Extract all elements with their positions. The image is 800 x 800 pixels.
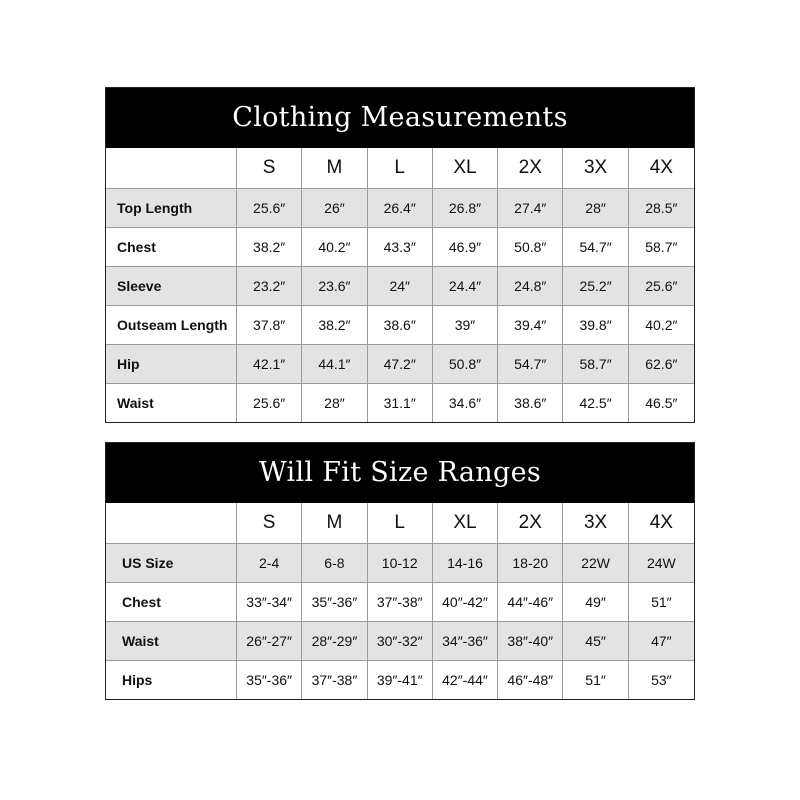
table-row bbox=[106, 188, 694, 227]
value-cell: 28″-29″ bbox=[302, 621, 367, 660]
table-row bbox=[106, 582, 694, 621]
value-cell: 24″ bbox=[368, 266, 433, 305]
row-label: Hips bbox=[106, 660, 237, 699]
value-cell: 38.2″ bbox=[237, 227, 302, 266]
value-cell: 23.6″ bbox=[302, 266, 367, 305]
value-cell: 47.2″ bbox=[368, 344, 433, 383]
value-cell: 38.6″ bbox=[368, 305, 433, 344]
value-cell: 44.1″ bbox=[302, 344, 367, 383]
value-cell: 35″-36″ bbox=[302, 582, 367, 621]
value-cell: 39″-41″ bbox=[368, 660, 433, 699]
table-row bbox=[106, 660, 694, 699]
size-header-cell: L bbox=[368, 148, 433, 188]
value-cell: 26″ bbox=[302, 188, 367, 227]
size-header-row bbox=[106, 148, 694, 188]
size-ranges-table bbox=[105, 442, 695, 700]
value-cell: 54.7″ bbox=[563, 227, 628, 266]
value-cell: 35″-36″ bbox=[237, 660, 302, 699]
value-cell: 47″ bbox=[629, 621, 694, 660]
value-cell: 42.5″ bbox=[563, 383, 628, 422]
table-title: Clothing Measurements bbox=[106, 88, 694, 148]
row-label: Hip bbox=[106, 344, 237, 383]
size-header-cell: 3X bbox=[563, 503, 628, 543]
value-cell: 51″ bbox=[629, 582, 694, 621]
size-header-row bbox=[106, 503, 694, 543]
value-cell: 39.4″ bbox=[498, 305, 563, 344]
value-cell: 22W bbox=[563, 543, 628, 582]
corner-cell bbox=[106, 503, 237, 543]
size-header-cell: 4X bbox=[649, 157, 673, 178]
value-cell: 26.8″ bbox=[433, 188, 498, 227]
table-body bbox=[106, 148, 694, 422]
row-label: Waist bbox=[106, 383, 237, 422]
value-cell: 51″ bbox=[563, 660, 628, 699]
value-cell: 18-20 bbox=[498, 543, 563, 582]
value-cell: 39″ bbox=[433, 305, 498, 344]
value-cell: 42″-44″ bbox=[433, 660, 498, 699]
value-cell: 46.9″ bbox=[433, 227, 498, 266]
value-cell: 43.3″ bbox=[368, 227, 433, 266]
clothing-measurements-table bbox=[105, 87, 695, 423]
value-cell: 28″ bbox=[563, 188, 628, 227]
row-label: Sleeve bbox=[106, 266, 237, 305]
value-cell: 24.8″ bbox=[498, 266, 563, 305]
value-cell: 44″-46″ bbox=[498, 582, 563, 621]
value-cell: 37″-38″ bbox=[368, 582, 433, 621]
value-cell: 30″-32″ bbox=[368, 621, 433, 660]
row-label: US Size bbox=[106, 543, 237, 582]
value-cell: 14-16 bbox=[433, 543, 498, 582]
value-cell: 42.1″ bbox=[237, 344, 302, 383]
value-cell: 38″-40″ bbox=[498, 621, 563, 660]
value-cell: 31.1″ bbox=[368, 383, 433, 422]
value-cell: 58.7″ bbox=[629, 227, 694, 266]
value-cell: 6-8 bbox=[302, 543, 367, 582]
row-label: Top Length bbox=[106, 188, 237, 227]
value-cell: 2-4 bbox=[237, 543, 302, 582]
value-cell: 49″ bbox=[563, 582, 628, 621]
value-cell: 10-12 bbox=[368, 543, 433, 582]
value-cell: 53″ bbox=[629, 660, 694, 699]
table-title: Will Fit Size Ranges bbox=[106, 443, 694, 503]
value-cell: 45″ bbox=[563, 621, 628, 660]
size-header-cell: M bbox=[302, 503, 367, 543]
value-cell: 38.6″ bbox=[498, 383, 563, 422]
size-header-cell: 2X bbox=[498, 148, 563, 188]
value-cell: 25.2″ bbox=[563, 266, 628, 305]
value-cell: 23.2″ bbox=[237, 266, 302, 305]
table-row bbox=[106, 344, 694, 383]
value-cell: 58.7″ bbox=[563, 344, 628, 383]
corner-cell bbox=[106, 148, 237, 188]
size-header-cell: XL bbox=[433, 503, 498, 543]
value-cell: 26.4″ bbox=[368, 188, 433, 227]
value-cell: 24W bbox=[629, 543, 694, 582]
value-cell: 50.8″ bbox=[498, 227, 563, 266]
value-cell: 34″-36″ bbox=[433, 621, 498, 660]
value-cell: 28″ bbox=[302, 383, 367, 422]
value-cell: 46.5″ bbox=[629, 383, 694, 422]
value-cell: 39.8″ bbox=[563, 305, 628, 344]
value-cell: 34.6″ bbox=[433, 383, 498, 422]
value-cell: 33″-34″ bbox=[237, 582, 302, 621]
size-header-cell: 3X bbox=[563, 148, 628, 188]
value-cell: 24.4″ bbox=[433, 266, 498, 305]
table-row bbox=[106, 227, 694, 266]
row-label: Chest bbox=[106, 227, 237, 266]
table-row bbox=[106, 266, 694, 305]
value-cell: 25.6″ bbox=[237, 188, 302, 227]
value-cell: 26″-27″ bbox=[237, 621, 302, 660]
value-cell: 37.8″ bbox=[237, 305, 302, 344]
table-row bbox=[106, 543, 694, 582]
table-row bbox=[106, 621, 694, 660]
row-label: Outseam Length bbox=[106, 305, 237, 344]
size-header-cell: 4X bbox=[649, 512, 673, 533]
value-cell: 46″-48″ bbox=[498, 660, 563, 699]
value-cell: 40″-42″ bbox=[433, 582, 498, 621]
value-cell: 38.2″ bbox=[302, 305, 367, 344]
table-body bbox=[106, 503, 694, 699]
value-cell: 28.5″ bbox=[629, 188, 694, 227]
value-cell: 27.4″ bbox=[498, 188, 563, 227]
value-cell: 54.7″ bbox=[498, 344, 563, 383]
table-row bbox=[106, 383, 694, 422]
value-cell: 37″-38″ bbox=[302, 660, 367, 699]
size-header-cell: 2X bbox=[498, 503, 563, 543]
row-label: Waist bbox=[106, 621, 237, 660]
size-header-cell: M bbox=[302, 148, 367, 188]
value-cell: 40.2″ bbox=[629, 305, 694, 344]
table-row bbox=[106, 305, 694, 344]
value-cell: 25.6″ bbox=[629, 266, 694, 305]
row-label: Chest bbox=[106, 582, 237, 621]
size-header-cell: XL bbox=[433, 148, 498, 188]
size-header-cell: S bbox=[237, 503, 302, 543]
value-cell: 25.6″ bbox=[237, 383, 302, 422]
value-cell: 40.2″ bbox=[302, 227, 367, 266]
size-header-cell: S bbox=[237, 148, 302, 188]
value-cell: 50.8″ bbox=[433, 344, 498, 383]
value-cell: 62.6″ bbox=[629, 344, 694, 383]
size-header-cell: L bbox=[368, 503, 433, 543]
